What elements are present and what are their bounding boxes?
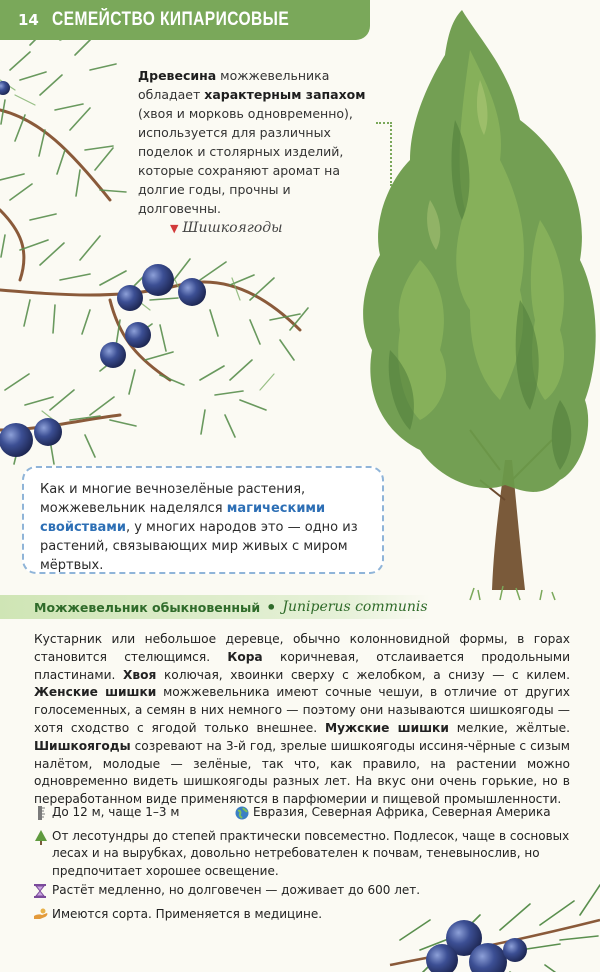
desc-text: можжевельника имеют сочные чешуи, в отличие от других голосеменных, а семян в них немного — поэтому они называются шишкоягоды — хотя сходство с ягодой только внешнее. [34,685,570,735]
desc-text: мелкие, жёлтые. [448,720,571,735]
globe-icon [235,806,253,826]
chapter-header [0,0,370,40]
species-title-bar [0,595,430,619]
hourglass-icon [34,884,52,904]
tree-icon [34,830,52,852]
page-number: 14 [18,11,39,29]
fact-growth-row [34,882,574,904]
desc-bold: Кора [227,649,263,664]
callout-text-2: , у многих народов это — одно из растений, связывающих мир живых с миром мёртвых. [40,520,358,573]
fact-use-row [34,906,574,926]
desc-text: колючая, хвоинки сверху с желобком, а снизу — с килем. [156,667,570,682]
wood-note [138,66,374,218]
desc-text: Кустарник или небольшое деревце, обычно колонновидной формы, в горах становится стелющимся. [34,632,570,664]
desc-bold: Мужские шишки [324,720,449,735]
desc-text: созревают на 3-й год, зрелые шишкоягоды иссиня-чёрные с сизым налётом, молодые — зелёные, так что, как правило, на растении можно одновременно видеть шишкоягоды разных лет. На вкус они очень горькие, но в переработанном виде применяются в парфюмерии и пищевой промышленности. [34,738,570,807]
cone-label [170,220,283,236]
desc-bold: Женские шишки [34,685,157,700]
fact-habitat-row [34,828,574,881]
wood-note-bold-2: характерным запахом [204,87,366,102]
facts-list [34,804,574,927]
wood-note-text-2: (хвоя и морковь одновременно), используется для различных поделок и столярных изделий, которые сохраняют аромат на долгие годы, прочны и долговечны. [138,106,353,216]
callout-highlight: магическими свойствами [40,501,326,535]
species-description [34,631,570,809]
fact-use: Имеются сорта. Применяется в медицине. [52,906,323,921]
ruler-icon [34,806,52,826]
fact-height: До 12 м, чаще 1–3 м [52,805,180,819]
wood-note-bold-1: Древесина [138,68,217,83]
callout-text-1: Как и многие вечнозелёные растения, можжевельник наделялся [40,482,306,516]
species-separator: • [266,597,277,617]
fact-range: Евразия, Северная Африка, Северная Америка [253,805,551,819]
wood-note-text-1: можжевельника обладает [138,68,330,102]
juniper-tree-illustration [363,10,596,600]
dotted-pointer [376,122,392,186]
triangle-marker-icon: ▼ [170,222,179,235]
cone-label-text: Шишкоягоды [182,220,283,236]
desc-text: коричневая, отслаивается продольными пластинами. [34,649,570,682]
desc-bold: Шишкоягоды [34,738,131,753]
chapter-title: СЕМЕЙСТВО КИПАРИСОВЫЕ [52,9,290,30]
fact-growth: Растёт медленно, но долговечен — доживает до 600 лет. [52,883,421,897]
species-name-latin: Juniperus communis [282,599,428,615]
fact-habitat: От лесотундры до степей практически повсеместно. Подлесок, чаще в сосновых лесах и на вырубках, довольно нетребователен к почвам, теневынослив, но предпочитает хорошее освещение. [52,828,570,878]
callout-text [40,480,374,575]
hand-icon [34,908,52,926]
species-name-ru: Можжевельник обыкновенный [34,599,261,615]
fact-height-row [34,804,574,826]
desc-bold: Хвоя [123,667,157,682]
